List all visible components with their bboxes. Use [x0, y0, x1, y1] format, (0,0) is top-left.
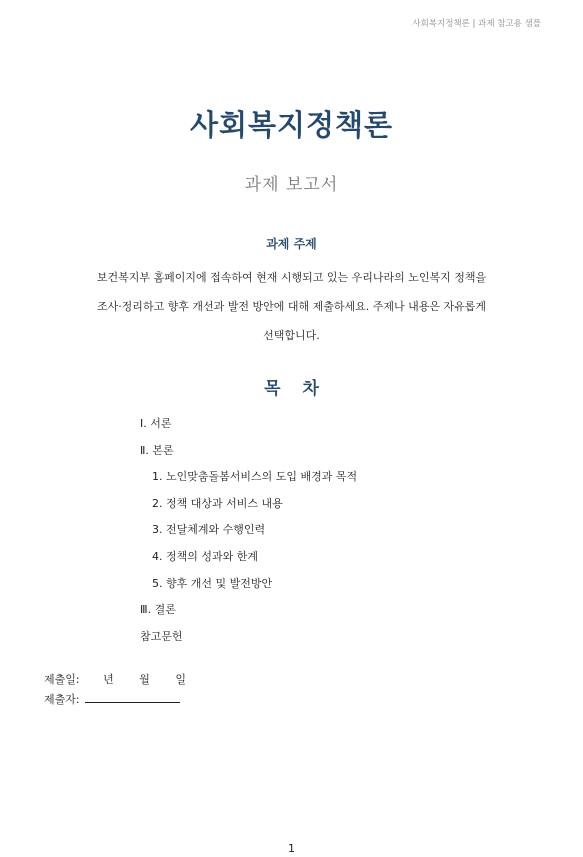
document-subtitle: 과제 보고서	[244, 175, 339, 195]
topic-line: 조사·정리하고 향후 개선과 발전 방안에 대해 제출하세요. 주제나 내용은 자유롭게	[96, 300, 487, 313]
page-number: 1	[288, 842, 295, 855]
header-note: 사회복지정책론 | 과제 참고용 샘플	[412, 19, 541, 29]
year-label: 년	[103, 673, 114, 686]
submitter-label: 제출자:	[44, 693, 80, 706]
toc-item-main-body: Ⅱ. 본론	[140, 443, 174, 457]
table-of-contents	[140, 414, 357, 653]
submission-info	[44, 670, 208, 710]
submission-date-label: 제출일:	[44, 673, 80, 686]
toc-subitem-delivery-system: 3. 전달체계와 수행인력	[152, 523, 266, 537]
month-label: 월	[139, 673, 150, 686]
toc-item-conclusion: Ⅲ. 결론	[140, 603, 176, 617]
toc-item-introduction: Ⅰ. 서론	[140, 417, 172, 430]
toc-subitem-outcomes-limits: 4. 정책의 성과와 한계	[152, 549, 258, 563]
toc-item-references: 참고문헌	[140, 629, 183, 643]
topic-line: 선택합니다.	[263, 329, 320, 342]
toc-subitem-target-services: 2. 정책 대상과 서비스 내용	[152, 496, 283, 510]
toc-heading: 목 차	[264, 379, 327, 399]
topic-body	[70, 263, 513, 350]
toc-subitem-background: 1. 노인맞춤돌봄서비스의 도입 배경과 목적	[152, 470, 358, 484]
document-title: 사회복지정책론	[189, 108, 394, 142]
submitter-blank-line	[85, 691, 180, 703]
toc-subitem-improvements: 5. 향후 개선 및 발전방안	[152, 576, 273, 590]
day-label: 일	[175, 673, 187, 686]
submitter-row	[44, 690, 208, 710]
submission-date-fields	[103, 670, 208, 690]
topic-heading: 과제 주제	[266, 237, 317, 251]
submission-date-row	[44, 670, 208, 690]
topic-line: 보건복지부 홈페이지에 접속하여 현재 시행되고 있는 우리나라의 노인복지 정책을	[96, 271, 487, 284]
